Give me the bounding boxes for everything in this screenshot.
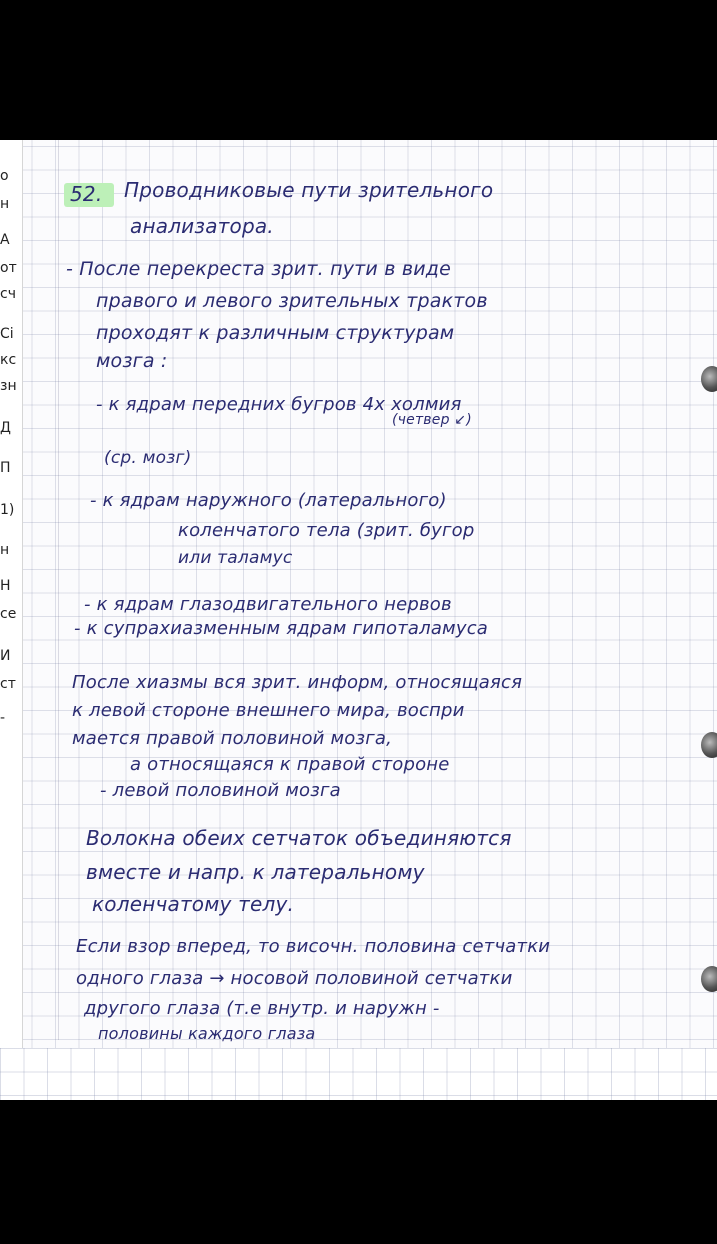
binder-ring <box>701 732 717 758</box>
strip-char: о <box>0 168 9 184</box>
binder-ring <box>701 366 717 392</box>
text-line: мается правой половиной мозга, <box>72 728 393 749</box>
text-line: половины каждого глаза <box>98 1024 316 1043</box>
note-number: 52. <box>70 182 103 206</box>
notebook-page <box>0 140 717 1100</box>
text-line: - к супрахиазменным ядрам гипоталамуса <box>74 618 489 639</box>
text-line: Волокна обеих сетчаток объединяются <box>86 826 512 850</box>
strip-char: П <box>0 460 11 476</box>
margin-line <box>58 140 59 1040</box>
strip-char: н <box>0 542 10 558</box>
text-line: - к ядрам глазодвигательного нервов <box>84 594 452 615</box>
binder-ring <box>701 966 717 992</box>
text-line: После хиазмы вся зрит. информ, относящаяся <box>72 672 523 693</box>
adjacent-page-strip <box>0 140 23 1100</box>
text-line: - левой половиной мозга <box>100 780 341 801</box>
text-line: мозга : <box>96 350 168 372</box>
text-line: правого и левого зрительных трактов <box>96 290 488 312</box>
strip-char: 1) <box>0 502 15 518</box>
strip-char: Д <box>0 420 11 436</box>
text-line: а относящаяся к правой стороне <box>130 754 450 775</box>
strip-char: кс <box>0 352 17 368</box>
page-bottom-grid <box>0 1048 717 1100</box>
text-line: (ср. мозг) <box>104 448 192 468</box>
text-line: к левой стороне внешнего мира, воспри <box>72 700 465 721</box>
text-line: Если взор вперед, то височн. половина сетчатки <box>76 936 551 957</box>
strip-char: Н <box>0 578 11 594</box>
text-line: коленчатого тела (зрит. бугор <box>178 520 475 541</box>
strip-char: ст <box>0 676 16 692</box>
text-line: одного глаза → носовой половиной сетчатки <box>76 968 513 989</box>
text-line: другого глаза (т.е внутр. и наружн - <box>84 998 440 1019</box>
note-title: Проводниковые пути зрительного <box>124 178 494 202</box>
strip-char: от <box>0 260 17 276</box>
text-line: проходят к различным структурам <box>96 322 455 344</box>
strip-char: се <box>0 606 17 622</box>
strip-char: Сі <box>0 326 14 342</box>
strip-char: - <box>0 710 6 726</box>
text-line: - к ядрам передних бугров 4х холмия <box>96 394 462 415</box>
strip-char: сч <box>0 286 16 302</box>
text-line: - к ядрам наружного (латерального) <box>90 490 447 511</box>
strip-char: зн <box>0 378 17 394</box>
text-line: или таламус <box>178 548 293 568</box>
strip-char: А <box>0 232 10 248</box>
strip-char: И <box>0 648 11 664</box>
note-title-cont: анализатора. <box>130 214 274 238</box>
strip-char: н <box>0 196 10 212</box>
text-line: коленчатому телу. <box>92 892 295 916</box>
text-line: (четвер ↙) <box>392 412 472 428</box>
text-line: вместе и напр. к латеральному <box>86 860 425 884</box>
text-line: - После перекреста зрит. пути в виде <box>66 258 452 280</box>
